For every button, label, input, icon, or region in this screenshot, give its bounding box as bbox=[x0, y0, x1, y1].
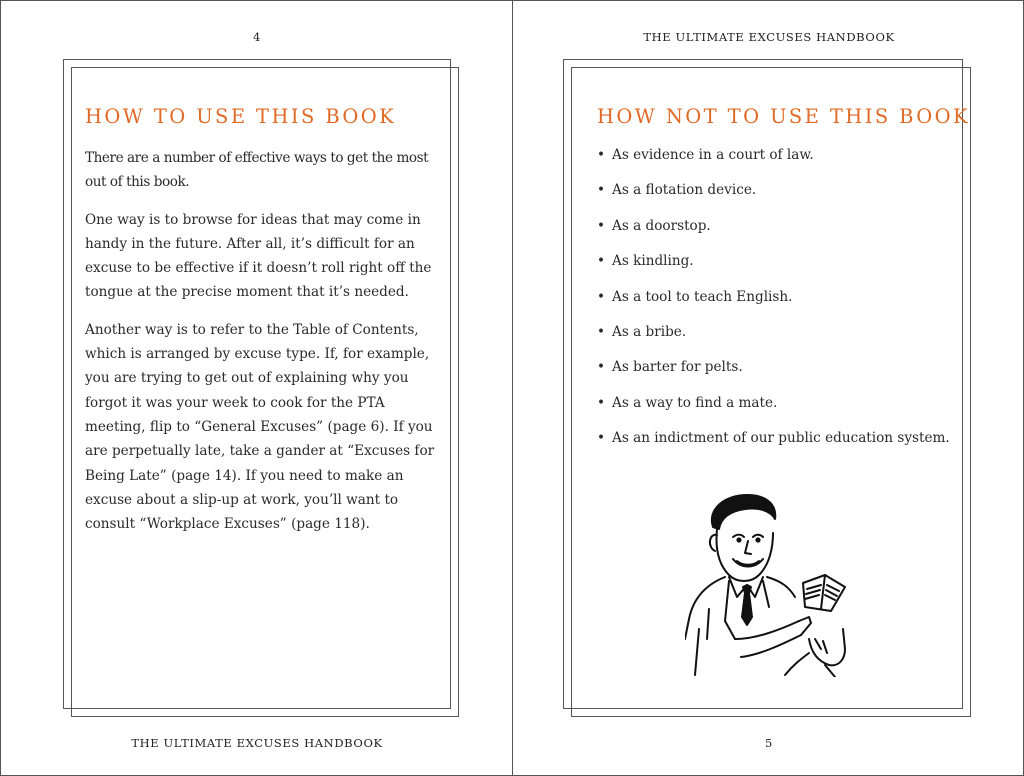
bullet: • bbox=[597, 182, 606, 199]
bullet: • bbox=[597, 394, 606, 411]
right-content bbox=[597, 105, 971, 465]
list-item bbox=[597, 394, 957, 412]
list-item-text: As a way to find a mate. bbox=[612, 394, 778, 411]
list-item-text: As a flotation device. bbox=[612, 182, 757, 199]
retro-man-pointing-illustration bbox=[685, 489, 855, 677]
paragraph: Another way is to refer to the Table of Contents, which is arranged by excuse type. If, for example, you are trying to get out of explaining why you forgot it was your week to cook for the PTA meeting, flip to “General Excuses” (page 6). If you are perpetually late, take a gander at “Excuses for Being Late” (page 14). If you need to make an excuse about a slip-up at work, you’ll want to consult “Workplace Excuses” (page 118). bbox=[85, 321, 435, 533]
bullet: • bbox=[597, 359, 606, 376]
left-page bbox=[1, 1, 513, 776]
bullet: • bbox=[597, 147, 606, 163]
bullet-list bbox=[597, 146, 957, 447]
bullet: • bbox=[597, 323, 606, 340]
running-header: THE ULTIMATE EXCUSES HANDBOOK bbox=[643, 30, 895, 44]
list-item-text: As an indictment of our public education system. bbox=[612, 430, 950, 447]
page-number-left: 4 bbox=[253, 30, 261, 44]
list-item bbox=[597, 429, 957, 447]
right-page bbox=[513, 1, 1024, 776]
page-heading: HOW TO USE THIS BOOK bbox=[85, 105, 397, 128]
list-item-text: As a bribe. bbox=[612, 323, 687, 340]
running-footer: THE ULTIMATE EXCUSES HANDBOOK bbox=[131, 736, 383, 750]
bullet: • bbox=[597, 217, 606, 234]
list-item-text: As a doorstop. bbox=[612, 217, 711, 234]
list-item bbox=[597, 252, 957, 270]
paragraph: One way is to browse for ideas that may come in handy in the future. After all, it’s difficult for an excuse to be effective if it doesn’t roll right off the tongue at the precise moment that it’s needed. bbox=[85, 211, 432, 301]
list-item bbox=[597, 146, 957, 164]
bullet: • bbox=[597, 253, 606, 270]
bullet: • bbox=[597, 430, 606, 447]
page-heading: HOW NOT TO USE THIS BOOK bbox=[597, 105, 971, 128]
list-item-text: As barter for pelts. bbox=[612, 359, 743, 376]
list-item bbox=[597, 323, 957, 341]
list-item bbox=[597, 288, 957, 306]
list-item bbox=[597, 181, 957, 199]
paragraph: There are a number of effective ways to get the most out of this book. bbox=[85, 150, 429, 191]
list-item bbox=[597, 217, 957, 235]
list-item-text: As a tool to teach English. bbox=[612, 288, 793, 305]
list-item bbox=[597, 358, 957, 376]
list-item-text: As evidence in a court of law. bbox=[612, 147, 814, 163]
bullet: • bbox=[597, 288, 606, 305]
list-item-text: As kindling. bbox=[612, 253, 694, 270]
page-number-right: 5 bbox=[765, 736, 773, 750]
left-content bbox=[85, 105, 445, 549]
